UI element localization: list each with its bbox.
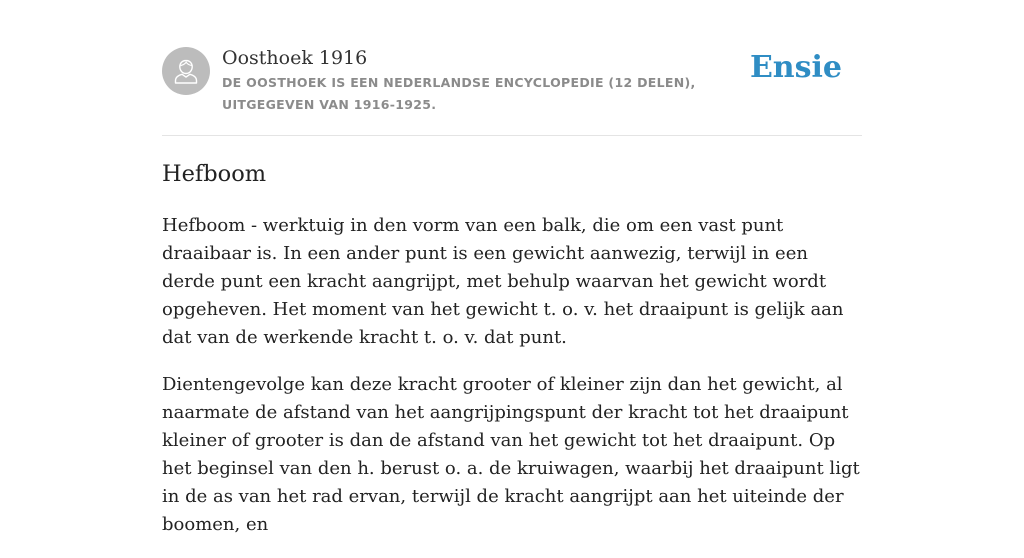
article-title: Hefboom xyxy=(162,161,267,187)
article-body xyxy=(162,212,862,558)
article-paragraph: Dientengevolge kan deze kracht grooter of kleiner zijn dan het gewicht, al naarmate de afstand van het aangrijpingspunt der kracht tot het draaipunt kleiner of grooter is dan de afstand van het gewicht tot het draaipunt. Op het beginsel van den h. berust o. a. de kruiwagen, waarbij het draaipunt ligt in de as van het rad ervan, terwijl de kracht aangrijpt aan het uiteinde der boomen, en xyxy=(162,374,860,535)
source-description: DE OOSTHOEK IS EEN NEDERLANDSE ENCYCLOPEDIE (12 DELEN), UITGEGEVEN VAN 1916-1925. xyxy=(222,75,696,112)
source-avatar[interactable] xyxy=(162,47,210,95)
user-icon xyxy=(162,47,210,95)
brand-logo[interactable]: Ensie xyxy=(749,50,842,85)
source-header xyxy=(162,46,862,136)
article-paragraph: Hefboom - werktuig in den vorm van een balk, die om een vast punt draaibaar is. In een ander punt is een gewicht aanwezig, terwijl in een derde punt een kracht aangrijpt, met behulp waarvan het gewicht wordt opgeheven. Het moment van het gewicht t. o. v. het draaipunt is gelijk aan dat van de werkende kracht t. o. v. dat punt. xyxy=(162,215,844,348)
header-divider xyxy=(162,135,862,136)
source-title[interactable]: Oosthoek 1916 xyxy=(222,47,368,69)
